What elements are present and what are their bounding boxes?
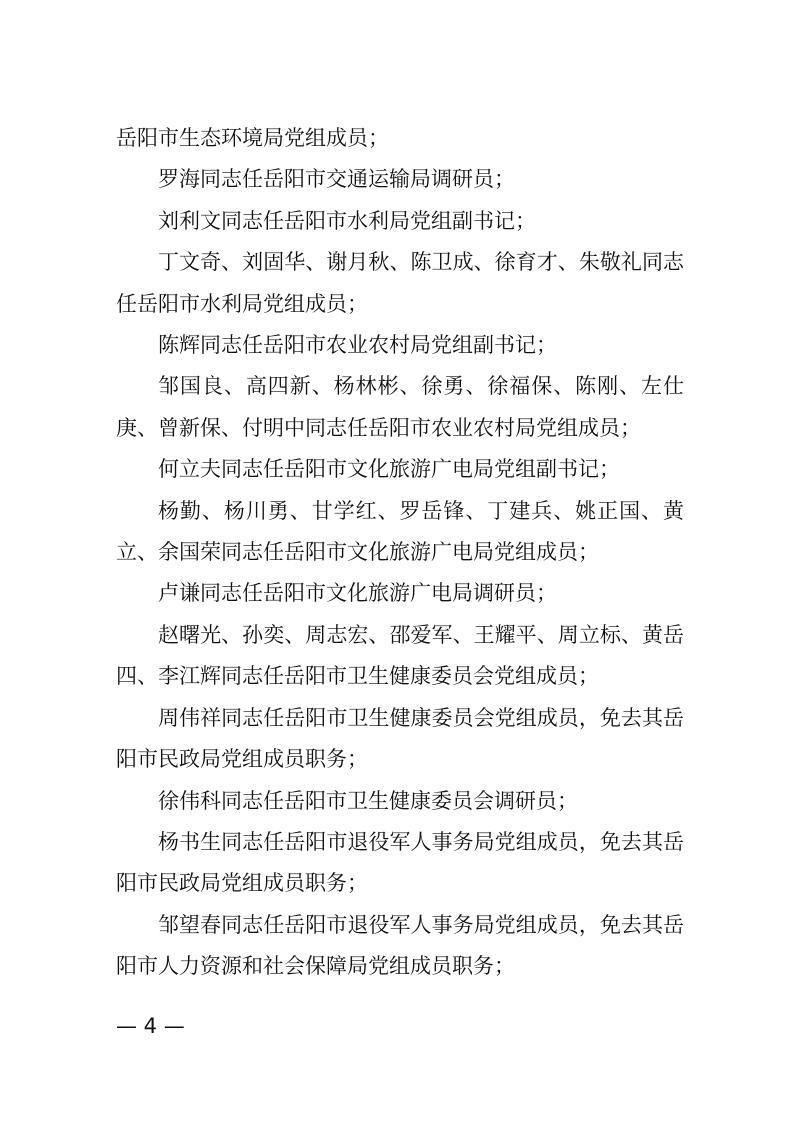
- document-body: [116, 118, 684, 988]
- page-number: — 4 —: [116, 1014, 185, 1038]
- paragraph-11: 周伟祥同志任岳阳市卫生健康委员会党组成员，免去其岳阳市民政局党组成员职务；: [116, 705, 684, 772]
- paragraph-4: 丁文奇、刘固华、谢月秋、陈卫成、徐育才、朱敬礼同志任岳阳市水利局党组成员；: [116, 250, 684, 316]
- paragraph-6: 邹国良、高四新、杨林彬、徐勇、徐福保、陈刚、左仕庚、曾新保、付明中同志任岳阳市农业农村局党组成员；: [116, 374, 684, 440]
- paragraph-13: 杨书生同志任岳阳市退役军人事务局党组成员，免去其岳阳市民政局党组成员职务；: [116, 829, 684, 896]
- paragraph-9: 卢谦同志任岳阳市文化旅游广电局调研员；: [158, 581, 557, 606]
- paragraph-3: 刘利文同志任岳阳市水利局党组副书记；: [158, 208, 536, 233]
- paragraph-10: 赵曙光、孙奕、周志宏、邵爱军、王耀平、周立标、黄岳四、李江辉同志任岳阳市卫生健康委员会党组成员；: [116, 622, 684, 689]
- paragraph-14: 邹望春同志任岳阳市退役军人事务局党组成员，免去其岳阳市人力资源和社会保障局党组成员职务；: [116, 912, 684, 979]
- paragraph-5: 陈辉同志任岳阳市农业农村局党组副书记；: [158, 333, 557, 358]
- paragraph-8: 杨勤、杨川勇、甘学红、罗岳锋、丁建兵、姚正国、黄立、余国荣同志任岳阳市文化旅游广电局党组成员；: [116, 498, 684, 565]
- paragraph-2: 罗海同志任岳阳市交通运输局调研员；: [158, 167, 515, 192]
- paragraph-12: 徐伟科同志任岳阳市卫生健康委员会调研员；: [158, 788, 578, 813]
- paragraph-7: 何立夫同志任岳阳市文化旅游广电局党组副书记；: [158, 457, 620, 482]
- paragraph-1: 岳阳市生态环境局党组成员；: [116, 126, 389, 150]
